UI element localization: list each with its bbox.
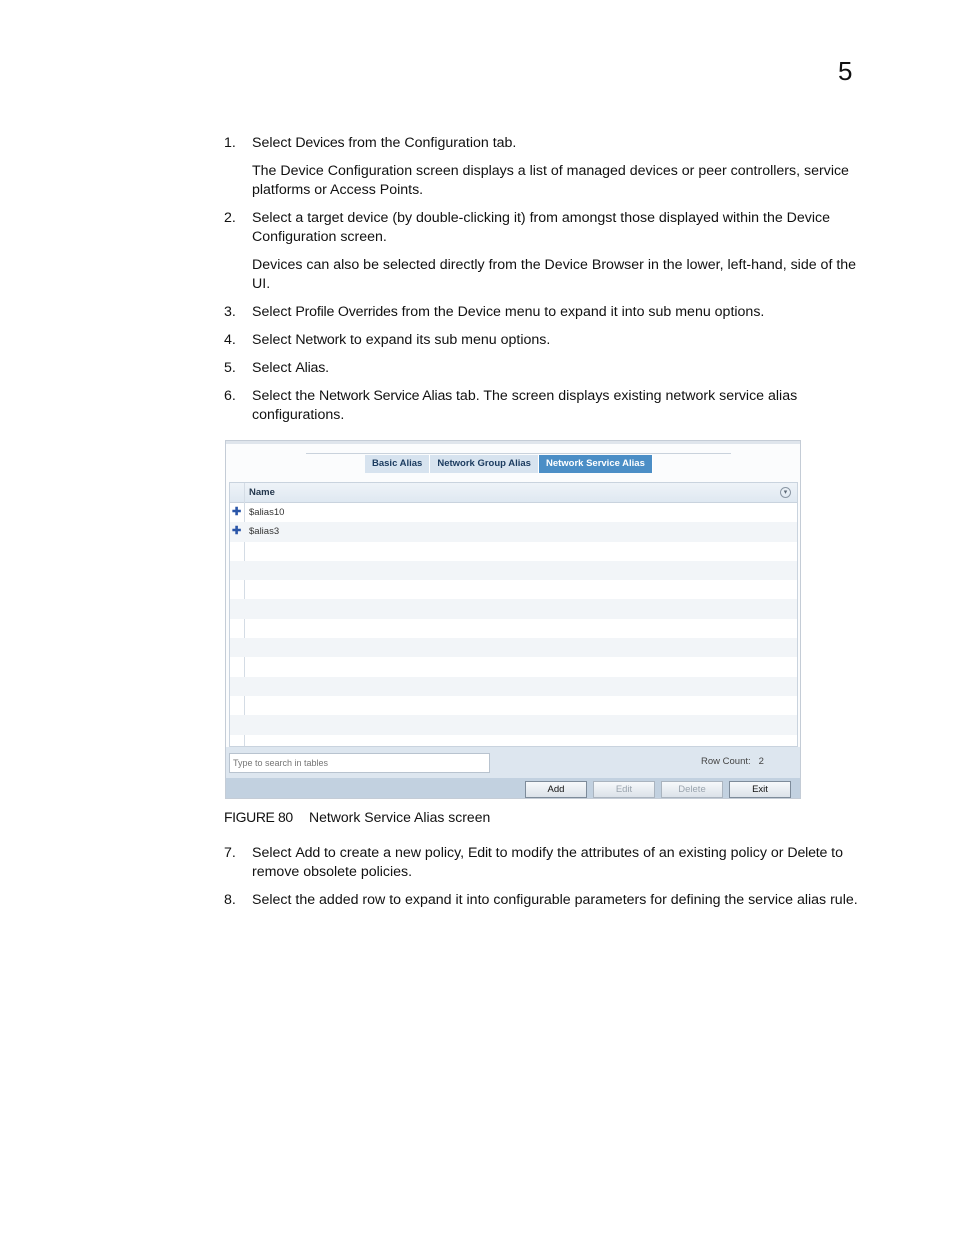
screenshot-top-border — [226, 441, 800, 444]
step-text-segment: Select a target device (by double-clicking it) from amongst those displayed within the Device Configuration screen. — [252, 210, 831, 245]
button-bar — [226, 778, 800, 799]
step-text — [252, 844, 874, 882]
step-text — [252, 891, 874, 910]
step-text-segment: from the Configuration tab. — [344, 135, 517, 151]
figure-caption — [224, 808, 491, 826]
step-text — [252, 209, 874, 247]
ui-term: Edit — [468, 845, 492, 861]
ui-term: Delete — [787, 845, 828, 861]
row-count — [701, 756, 764, 767]
step-item — [224, 331, 874, 350]
ui-term: Network — [295, 332, 347, 348]
chapter-number: 5 — [838, 56, 853, 86]
column-options-icon[interactable]: ▾ — [780, 487, 791, 498]
table-row — [230, 715, 797, 734]
table-row — [230, 677, 797, 696]
step-text-segment: Select — [252, 304, 296, 320]
table-row — [230, 561, 797, 580]
step-number: 2. — [224, 210, 236, 226]
table-row — [230, 542, 797, 561]
step-number: 7. — [224, 845, 236, 861]
step-item — [224, 134, 874, 200]
expand-plus-icon[interactable]: ✚ — [232, 525, 242, 538]
step-text-segment: Select — [252, 360, 296, 376]
step-number: 3. — [224, 304, 236, 320]
row-count-label: Row Count: — [701, 756, 751, 767]
figure-title: Network Service Alias screen — [309, 809, 491, 825]
step-number: 4. — [224, 332, 236, 348]
step-number: 5. — [224, 360, 236, 376]
alias-table — [229, 482, 798, 747]
step-text-segment: tab. The screen displays existing network service alias configurations. — [252, 388, 798, 423]
step-note: Devices can also be selected directly from the Device Browser in the lower, left-hand, side of the UI. — [252, 257, 857, 292]
step-number: 1. — [224, 135, 236, 151]
exit-button[interactable]: Exit — [729, 781, 791, 798]
ui-term: Network Service Alias — [319, 388, 453, 404]
edit-button[interactable]: Edit — [593, 781, 655, 798]
step-text — [252, 359, 874, 378]
table-header — [230, 483, 797, 503]
figure-label: FIGURE 80 — [224, 809, 293, 825]
step-text-segment: to expand its sub menu options. — [346, 332, 551, 348]
step-item — [224, 303, 874, 322]
ui-term: Devices — [295, 135, 345, 151]
step-item — [224, 387, 874, 425]
steps-list-part2 — [224, 844, 874, 919]
step-text-segment: Select the added row to expand it into configurable parameters for defining the service alias rule. — [252, 892, 858, 908]
step-text-segment: to create a new policy, — [320, 845, 469, 861]
table-row — [230, 735, 797, 747]
step-text-segment: to remove obsolete policies. — [252, 845, 844, 880]
table-row[interactable] — [230, 522, 797, 541]
table-row[interactable] — [230, 503, 797, 522]
step-text — [252, 331, 874, 350]
table-body — [230, 503, 797, 747]
step-text-segment: Select — [252, 135, 296, 151]
step-text-segment: to modify the attributes of an existing policy or — [491, 845, 788, 861]
table-row — [230, 580, 797, 599]
step-item — [224, 209, 874, 294]
ui-term: Alias. — [295, 360, 329, 376]
table-row — [230, 657, 797, 676]
alias-name-cell: $alias3 — [249, 526, 280, 538]
ui-term: Profile Overrides — [295, 304, 398, 320]
step-number: 8. — [224, 892, 236, 908]
step-item — [224, 891, 874, 910]
delete-button[interactable]: Delete — [661, 781, 723, 798]
step-text-segment: Select the — [252, 388, 320, 404]
tab-network-service-alias[interactable]: Network Service Alias — [539, 455, 653, 473]
step-note: The Device Configuration screen displays a list of managed devices or peer controllers, service platforms or Access Points. — [252, 163, 849, 198]
step-text — [252, 387, 874, 425]
table-row — [230, 619, 797, 638]
step-item — [224, 844, 874, 882]
step-text — [252, 303, 874, 322]
add-button[interactable]: Add — [525, 781, 587, 798]
table-row — [230, 638, 797, 657]
alias-name-cell: $alias10 — [249, 507, 285, 518]
steps-list-part1 — [224, 134, 874, 434]
network-service-alias-screenshot — [225, 440, 801, 799]
alias-tabs — [365, 455, 653, 473]
column-header-name[interactable]: Name — [249, 487, 275, 498]
table-search-input[interactable] — [229, 753, 490, 773]
step-text-segment: Select — [252, 845, 296, 861]
table-row — [230, 599, 797, 618]
step-text — [252, 134, 874, 153]
step-text-segment: Select — [252, 332, 296, 348]
row-count-value: 2 — [758, 756, 764, 767]
table-row — [230, 696, 797, 715]
expand-plus-icon[interactable]: ✚ — [232, 506, 242, 518]
step-text-segment: from the Device menu to expand it into sub menu options. — [397, 304, 765, 320]
step-number: 6. — [224, 388, 236, 404]
tab-divider — [306, 453, 731, 454]
step-item — [224, 359, 874, 378]
ui-term: Add — [295, 845, 321, 861]
tab-network-group-alias[interactable]: Network Group Alias — [430, 455, 539, 473]
table-footer — [226, 747, 800, 778]
tab-basic-alias[interactable]: Basic Alias — [365, 455, 430, 473]
